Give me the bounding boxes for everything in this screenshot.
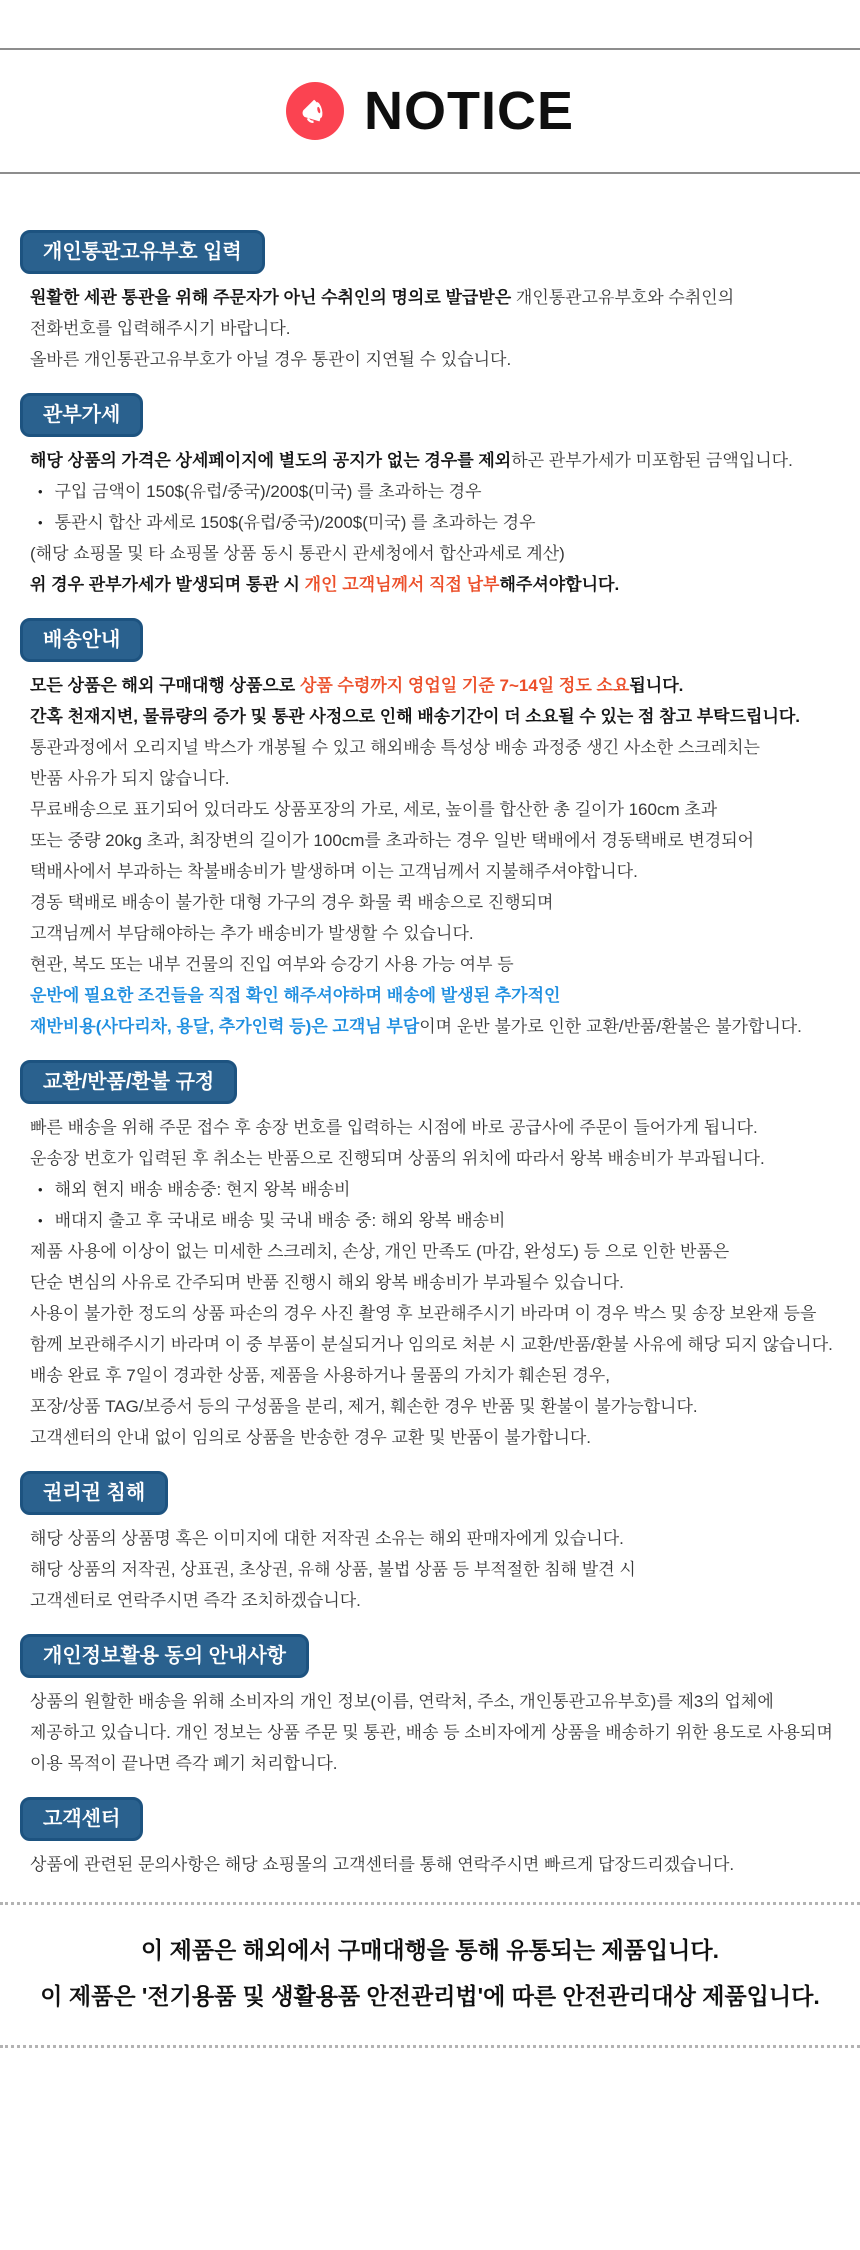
text-segment: 함께 보관해주시기 바라며 이 중 부품이 분실되거나 임의로 처분 시 교환/반품/환불 사유에 해당 되지 않습니다. (30, 1335, 833, 1354)
bullet-item (30, 1174, 830, 1205)
text-segment: 현관, 복도 또는 내부 건물의 진입 여부와 승강기 사용 가능 여부 등 (30, 955, 514, 974)
text-segment: 통관과정에서 오리지널 박스가 개봉될 수 있고 해외배송 특성상 배송 과정중 생긴 사소한 스크레치는 (30, 738, 760, 757)
text-line (30, 825, 830, 856)
text-segment: 전화번호를 입력해주시기 바랍니다. (30, 319, 291, 338)
section-exchange-refund-policy (30, 1060, 833, 1453)
text-segment: 위 경우 관부가세가 발생되며 통관 시 (30, 575, 305, 594)
text-segment: 제공하고 있습니다. 개인 정보는 상품 주문 및 통관, 배송 등 소비자에게 상품을 배송하기 위한 용도로 사용되며 (30, 1723, 833, 1742)
text-line (30, 1360, 830, 1391)
footer-line-overseas: 이 제품은 해외에서 구매대행을 통해 유통되는 제품입니다. (141, 1937, 719, 1963)
section-body (30, 1849, 830, 1880)
text-segment: 사용이 불가한 정도의 상품 파손의 경우 사진 촬영 후 보관해주시기 바라며 이 경우 박스 및 송장 보완재 등을 (30, 1304, 817, 1323)
text-segment: 올바른 개인통관고유부호가 아닐 경우 통관이 지연될 수 있습니다. (30, 350, 512, 369)
bullet-item (30, 507, 830, 538)
section-privacy-consent (30, 1634, 833, 1779)
section-body (30, 1112, 833, 1453)
section-body (30, 670, 830, 1042)
text-line (30, 313, 830, 344)
text-line (30, 282, 830, 313)
text-line (30, 1329, 833, 1360)
text-segment: 모든 상품은 해외 구매대행 상품으로 (30, 676, 300, 695)
text-segment: 상품에 관련된 문의사항은 해당 쇼핑몰의 고객센터를 통해 연락주시면 빠르게 답장드리겠습니다. (30, 1855, 735, 1874)
text-line (30, 1298, 830, 1329)
text-segment: 고객센터로 연락주시면 즉각 조치하겠습니다. (30, 1591, 361, 1610)
notice-banner (0, 50, 860, 172)
text-line (30, 445, 830, 476)
text-segment: 운송장 번호가 입력된 후 취소는 반품으로 진행되며 상품의 위치에 따라서 왕복 배송비가 부과됩니다. (30, 1149, 765, 1168)
text-segment: 배대지 출고 후 국내로 배송 및 국내 배송 중: 해외 왕복 배송비 (54, 1211, 506, 1230)
section-heading-badge: 개인정보활용 동의 안내사항 (20, 1634, 309, 1678)
text-line (30, 1717, 833, 1748)
text-line (30, 538, 830, 569)
text-line (30, 1143, 830, 1174)
text-segment: 단순 변심의 사유로 간주되며 반품 진행시 해외 왕복 배송비가 부과될수 있습니다. (30, 1273, 624, 1292)
section-heading-badge: 권리권 침해 (20, 1471, 168, 1515)
text-line (30, 569, 830, 600)
text-segment: 개인통관고유부호와 수취인의 (515, 288, 735, 307)
text-segment: 됩니다. (629, 676, 684, 695)
text-segment: 상품의 원할한 배송을 위해 소비자의 개인 정보(이름, 연락처, 주소, 개인통관고유부호)를 제3의 업체에 (30, 1692, 774, 1711)
text-line (30, 670, 830, 701)
section-heading-badge: 고객센터 (20, 1797, 143, 1841)
text-segment: 해당 상품의 상품명 혹은 이미지에 대한 저작권 소유는 해외 판매자에게 있습니다. (30, 1529, 624, 1548)
text-line (30, 1422, 830, 1453)
text-segment: 무료배송으로 표기되어 있더라도 상품포장의 가로, 세로, 높이를 합산한 총 길이가 160cm 초과 (30, 800, 718, 819)
section-heading-badge: 관부가세 (20, 393, 143, 437)
bullet-item (30, 476, 830, 507)
text-line (30, 887, 830, 918)
text-line (30, 1236, 830, 1267)
section-customer-center (30, 1797, 830, 1880)
section-body (30, 1523, 830, 1616)
text-segment: 경동 택배로 배송이 불가한 대형 가구의 경우 화물 퀵 배송으로 진행되며 (30, 893, 554, 912)
text-segment: 해외 현지 배송 배송중: 현지 왕복 배송비 (54, 1180, 351, 1199)
text-segment: 빠른 배송을 위해 주문 접수 후 송장 번호를 입력하는 시점에 바로 공급사에 주문이 들어가게 됩니다. (30, 1118, 758, 1137)
text-segment: 택배사에서 부과하는 착불배송비가 발생하며 이는 고객님께서 지불해주셔야합니다. (30, 862, 638, 881)
text-segment: 고객님께서 부담해야하는 추가 배송비가 발생할 수 있습니다. (30, 924, 474, 943)
text-line (30, 1554, 830, 1585)
text-line (30, 1011, 830, 1042)
text-segment: 해당 상품의 저작권, 상표권, 초상권, 유해 상품, 불법 상품 등 부적절한 침해 발견 시 (30, 1560, 636, 1579)
notice-content (0, 230, 860, 1880)
text-segment: 제품 사용에 이상이 없는 미세한 스크레치, 손상, 개인 만족도 (마감, 완성도) 등 으로 인한 반품은 (30, 1242, 730, 1261)
section-shipping-info (30, 618, 830, 1042)
text-segment: 구입 금액이 150$(유럽/중국)/200$(미국) 를 초과하는 경우 (54, 482, 482, 501)
text-segment: 하곤 관부가세가 미포함된 금액입니다. (511, 451, 793, 470)
section-body (30, 282, 830, 375)
text-line (30, 344, 830, 375)
text-line (30, 732, 830, 763)
page-title: NOTICE (363, 81, 574, 141)
text-segment: (해당 쇼핑몰 및 타 쇼핑몰 상품 동시 통관시 관세청에서 합산과세로 계산) (30, 544, 565, 563)
section-heading-badge: 배송안내 (20, 618, 143, 662)
text-line (30, 1267, 830, 1298)
bullet-icon: • (38, 1213, 43, 1228)
megaphone-icon (286, 82, 344, 140)
text-line (30, 980, 830, 1011)
text-line (30, 794, 830, 825)
text-line (30, 1686, 830, 1717)
text-segment: 포장/상품 TAG/보증서 등의 구성품을 분리, 제거, 훼손한 경우 반품 및 환불이 불가능합니다. (30, 1397, 698, 1416)
section-rights-infringement (30, 1471, 830, 1616)
text-segment: 또는 중량 20kg 초과, 최장변의 길이가 100cm를 초과하는 경우 일반 택배에서 경동택배로 변경되어 (30, 831, 755, 850)
section-customs-tax (30, 393, 830, 600)
text-segment: 재반비용(사다리차, 용달, 추가인력 등)은 고객님 부담 (30, 1017, 420, 1036)
text-line (30, 1585, 830, 1616)
footer-line-safety: 이 제품은 '전기용품 및 생활용품 안전관리법'에 따른 안전관리대상 제품입니다. (40, 1983, 820, 2009)
section-body (30, 1686, 833, 1779)
text-segment: 상품 수령까지 영업일 기준 7~14일 정도 소요 (299, 676, 630, 695)
footer-disclaimer (0, 1902, 860, 2048)
text-segment: 고객센터의 안내 없이 임의로 상품을 반송한 경우 교환 및 반품이 불가합니다. (30, 1428, 592, 1447)
text-segment: 개인 고객님께서 직접 납부 (304, 575, 500, 594)
bullet-item (30, 1205, 830, 1236)
text-line (30, 918, 830, 949)
text-line (30, 1112, 830, 1143)
section-customs-code (30, 230, 830, 375)
text-segment: 통관시 합산 과세로 150$(유럽/중국)/200$(미국) 를 초과하는 경우 (54, 513, 536, 532)
text-segment: 배송 완료 후 7일이 경과한 상품, 제품을 사용하거나 물품의 가치가 훼손된 경우, (30, 1366, 610, 1385)
section-heading-badge: 개인통관고유부호 입력 (20, 230, 265, 274)
text-line (30, 1849, 830, 1880)
text-line (30, 1523, 830, 1554)
bullet-icon: • (38, 1182, 43, 1197)
text-line (30, 701, 830, 732)
text-line (30, 1391, 830, 1422)
text-line (30, 763, 830, 794)
text-line (30, 856, 830, 887)
section-heading-badge: 교환/반품/환불 규정 (20, 1060, 237, 1104)
text-segment: 운반에 필요한 조건들을 직접 확인 해주셔야하며 배송에 발생된 추가적인 (30, 986, 561, 1005)
section-body (30, 445, 830, 600)
text-segment: 이용 목적이 끝나면 즉각 폐기 처리합니다. (30, 1754, 338, 1773)
divider-bottom (0, 172, 860, 174)
text-segment: 해당 상품의 가격은 상세페이지에 별도의 공지가 없는 경우를 제외 (30, 451, 512, 470)
text-segment: 이며 운반 불가로 인한 교환/반품/환불은 불가합니다. (419, 1017, 802, 1036)
bullet-icon: • (38, 515, 43, 530)
text-line (30, 1748, 830, 1779)
text-segment: 원활한 세관 통관을 위해 주문자가 아닌 수취인의 명의로 발급받은 (30, 288, 516, 307)
text-segment: 간혹 천재지변, 물류량의 증가 및 통관 사정으로 인해 배송기간이 더 소요될 수 있는 점 참고 부탁드립니다. (30, 707, 801, 726)
text-line (30, 949, 830, 980)
text-segment: 반품 사유가 되지 않습니다. (30, 769, 230, 788)
text-segment: 해주셔야합니다. (499, 575, 620, 594)
bullet-icon: • (38, 484, 43, 499)
